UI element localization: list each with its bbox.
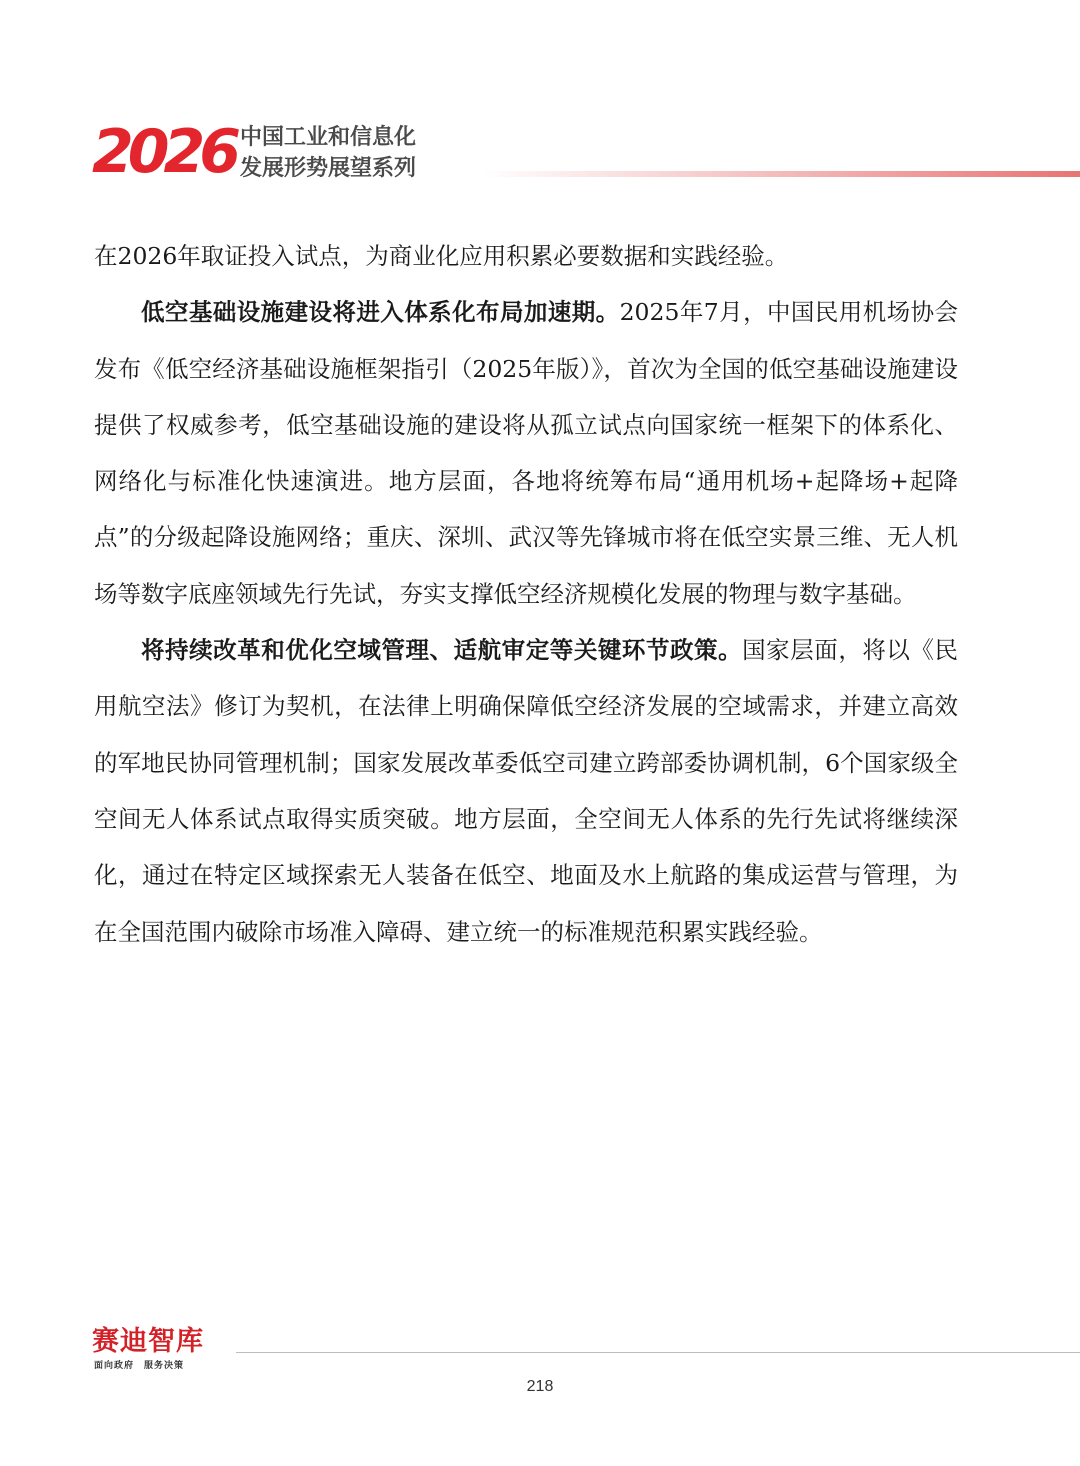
paragraph-continuation [94,228,958,284]
paragraph-lead: 将持续改革和优化空域管理、适航审定等关键环节政策。 [141,636,743,665]
paragraph-text: 国家层面，将以《民用航空法》修订为契机，在法律上明确保障低空经济发展的空域需求，并建立高效的军地民协同管理机制；国家发展改革委低空司建立跨部委协调机制，6个国家级全空间无人体系试点取得实质突破。地方层面，全空间无人体系的先行先试将继续深化，通过在特定区域探索无人装备在低空、地面及水上航路的集成运营与管理，为在全国范围内破除市场准入障碍、建立统一的标准规范积累实践经验。 [94,636,959,946]
footer-rule [236,1352,1080,1353]
paragraph-text: 2025年7月，中国民用机场协会发布《低空经济基础设施框架指引（2025年版）》，首次为全国的低空基础设施建设提供了权威参考，低空基础设施的建设将从孤立试点向国家统一框架下的体系化、网络化与标准化快速演进。地方层面，各地将统筹布局“通用机场+起降场+起降点”的分级起降设施网络；重庆、深圳、武汉等先锋城市将在低空实景三维、无人机场等数字底座领域先行先试，夯实支撑低空经济规模化发展的物理与数字基础。 [94,298,959,608]
page-header [92,118,1080,198]
ccid-slogan: 面向政府 服务决策 [94,1361,185,1371]
paragraph-airspace-policy [94,622,958,960]
header-gradient-rule [482,171,1080,177]
series-title-line1: 中国工业和信息化 [240,125,417,150]
series-title [240,122,416,184]
series-title-line2: 发展形势展望系列 [240,156,417,181]
page-number: 218 [526,1378,554,1395]
year-logo: 2026 [92,117,235,187]
paragraph-text: 在2026年取证投入试点，为商业化应用积累必要数据和实践经验。 [94,242,789,270]
paragraph-lead: 低空基础设施建设将进入体系化布局加速期。 [141,298,620,327]
paragraph-infrastructure [94,284,958,622]
body-text [94,228,958,960]
ccid-logo: 赛迪智库 [92,1326,204,1357]
